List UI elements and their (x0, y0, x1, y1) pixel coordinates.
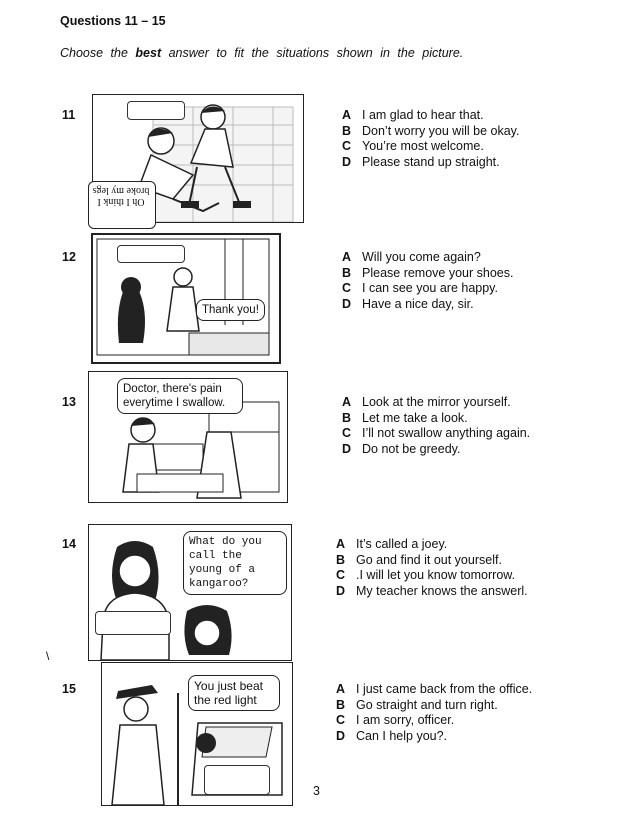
speech-bubble: You just beat the red light (188, 675, 280, 711)
option-c[interactable]: C .I will let you know tomorrow. (336, 568, 516, 582)
option-a[interactable]: A I am glad to hear that. (342, 108, 484, 122)
option-c[interactable]: C I can see you are happy. (342, 281, 498, 295)
flipped-speech-bubble (88, 181, 156, 229)
option-b[interactable]: B Go and find it out yourself. (336, 552, 502, 567)
flipped-bubble-text: Oh I think I broke my legs (92, 185, 150, 207)
option-a[interactable]: A Look at the mirror yourself. (342, 395, 511, 409)
empty-speech-bubble (127, 101, 185, 120)
option-a[interactable]: A I just came back from the office. (336, 682, 533, 696)
option-b[interactable]: B Don’t worry you will be okay. (342, 123, 520, 138)
empty-speech-bubble (95, 611, 171, 635)
empty-speech-bubble (117, 245, 185, 263)
question-number: 11 (62, 108, 76, 122)
options-q15 (336, 682, 532, 744)
options-q11 (342, 108, 519, 170)
instruction-before: Choose the (60, 46, 128, 60)
option-c[interactable]: C I’ll not swallow anything again. (342, 426, 531, 440)
picture-q12 (91, 233, 281, 364)
options-q13 (342, 395, 530, 457)
option-d[interactable]: D Have a nice day, sir. (342, 296, 474, 311)
stray-mark: \ (46, 649, 50, 663)
page-number: 3 (313, 784, 320, 798)
instructions (60, 46, 463, 60)
speech-bubble: Thank you! (196, 299, 265, 321)
option-a[interactable]: A Will you come again? (342, 250, 481, 264)
option-d[interactable]: D My teacher knows the answerl. (336, 583, 528, 598)
question-number: 14 (62, 537, 76, 551)
option-d[interactable]: D Please stand up straight. (342, 154, 500, 169)
option-d[interactable]: D Can I help you?. (336, 728, 448, 743)
question-number: 13 (62, 395, 76, 409)
question-number: 12 (62, 250, 76, 264)
option-b[interactable]: B Go straight and turn right. (336, 697, 498, 712)
options-q14 (336, 537, 528, 599)
picture-q15 (101, 662, 293, 806)
section-heading: Questions 11 – 15 (60, 14, 166, 28)
option-b[interactable]: B Let me take a look. (342, 410, 468, 425)
picture-q14 (88, 524, 292, 661)
options-q12 (342, 250, 513, 312)
instruction-after: answer to fit the situations shown in the picture. (168, 46, 464, 60)
option-b[interactable]: B Please remove your shoes. (342, 265, 514, 280)
option-d[interactable]: D Do not be greedy. (342, 441, 461, 456)
speech-bubble: Doctor, there's pain everytime I swallow. (117, 378, 243, 414)
option-c[interactable]: C I am sorry, officer. (336, 713, 455, 727)
picture-q13 (88, 371, 288, 503)
option-c[interactable]: C You’re most welcome. (342, 139, 484, 153)
question-number: 15 (62, 682, 76, 696)
speech-bubble: What do you call the young of a kangaroo? (183, 531, 287, 595)
instruction-emphasis: best (135, 46, 162, 60)
option-a[interactable]: A It’s called a joey. (336, 537, 448, 551)
empty-speech-bubble (204, 765, 270, 795)
